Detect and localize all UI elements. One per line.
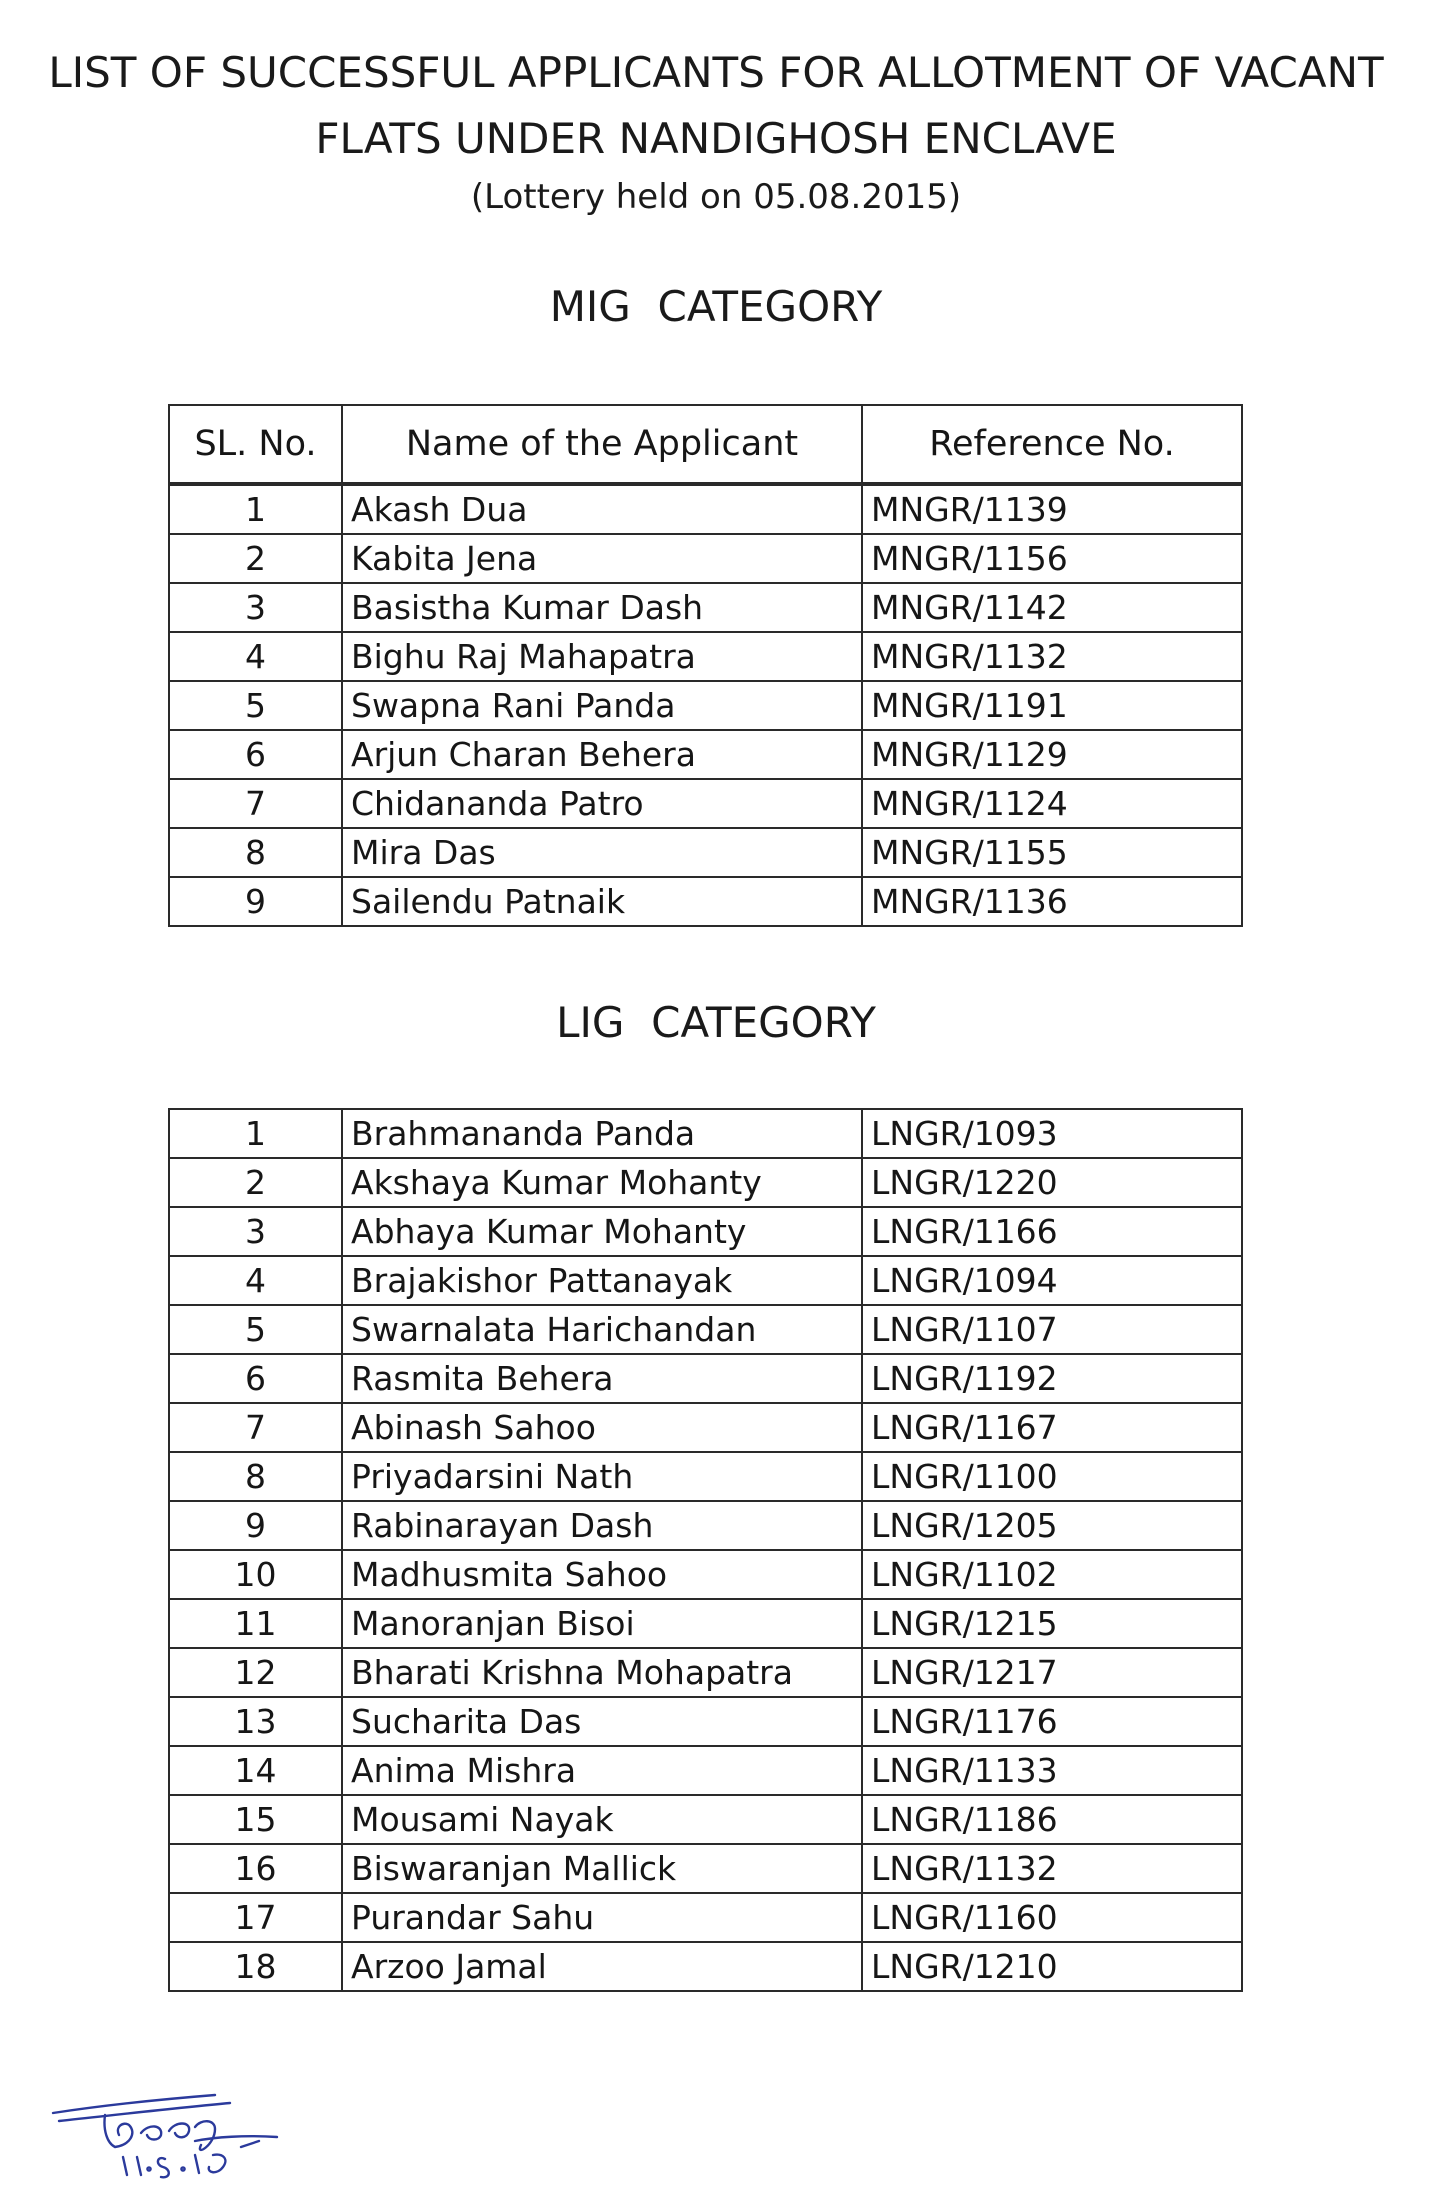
sl-no-cell: 13 [169, 1697, 342, 1746]
applicant-name-cell: Sucharita Das [342, 1697, 862, 1746]
lig-applicants-table [168, 1108, 1243, 1992]
applicant-name-cell: Brajakishor Pattanayak [342, 1256, 862, 1305]
reference-no-cell: LNGR/1176 [862, 1697, 1242, 1746]
reference-no-cell: MNGR/1136 [862, 877, 1242, 926]
reference-no-cell: MNGR/1156 [862, 534, 1242, 583]
applicant-name-cell: Priyadarsini Nath [342, 1452, 862, 1501]
sl-no-cell: 9 [169, 877, 342, 926]
table-row [169, 484, 1242, 534]
sl-no-cell: 15 [169, 1795, 342, 1844]
applicant-name-cell: Manoranjan Bisoi [342, 1599, 862, 1648]
table-row [169, 1942, 1242, 1991]
sl-no-cell: 4 [169, 1256, 342, 1305]
reference-no-cell: MNGR/1129 [862, 730, 1242, 779]
table-row [169, 632, 1242, 681]
reference-no-cell: MNGR/1139 [862, 484, 1242, 534]
sl-no-cell: 4 [169, 632, 342, 681]
applicant-name-cell: Anima Mishra [342, 1746, 862, 1795]
column-header-applicant-name: Name of the Applicant [342, 405, 862, 484]
sl-no-cell: 17 [169, 1893, 342, 1942]
applicant-name-cell: Purandar Sahu [342, 1893, 862, 1942]
reference-no-cell: MNGR/1191 [862, 681, 1242, 730]
sl-no-cell: 9 [169, 1501, 342, 1550]
table-row [169, 534, 1242, 583]
reference-no-cell: MNGR/1155 [862, 828, 1242, 877]
reference-no-cell: LNGR/1167 [862, 1403, 1242, 1452]
applicant-name-cell: Madhusmita Sahoo [342, 1550, 862, 1599]
table-row [169, 1354, 1242, 1403]
reference-no-cell: LNGR/1100 [862, 1452, 1242, 1501]
table-row [169, 1452, 1242, 1501]
table-row [169, 1746, 1242, 1795]
table-row [169, 1697, 1242, 1746]
sl-no-cell: 5 [169, 681, 342, 730]
reference-no-cell: MNGR/1124 [862, 779, 1242, 828]
applicant-name-cell: Arjun Charan Behera [342, 730, 862, 779]
sl-no-cell: 6 [169, 1354, 342, 1403]
lig-category-heading: LIG CATEGORY [556, 998, 876, 1047]
sl-no-cell: 14 [169, 1746, 342, 1795]
applicant-name-cell: Biswaranjan Mallick [342, 1844, 862, 1893]
reference-no-cell: LNGR/1132 [862, 1844, 1242, 1893]
sl-no-cell: 1 [169, 1109, 342, 1158]
applicant-name-cell: Swapna Rani Panda [342, 681, 862, 730]
reference-no-cell: MNGR/1132 [862, 632, 1242, 681]
column-header-sl-no: SL. No. [169, 405, 342, 484]
sl-no-cell: 3 [169, 1207, 342, 1256]
reference-no-cell: LNGR/1220 [862, 1158, 1242, 1207]
sl-no-cell: 12 [169, 1648, 342, 1697]
applicant-name-cell: Abhaya Kumar Mohanty [342, 1207, 862, 1256]
applicant-name-cell: Akshaya Kumar Mohanty [342, 1158, 862, 1207]
table-row [169, 730, 1242, 779]
table-row [169, 1256, 1242, 1305]
sl-no-cell: 10 [169, 1550, 342, 1599]
table-row [169, 1501, 1242, 1550]
applicant-name-cell: Rabinarayan Dash [342, 1501, 862, 1550]
reference-no-cell: LNGR/1166 [862, 1207, 1242, 1256]
reference-no-cell: LNGR/1102 [862, 1550, 1242, 1599]
reference-no-cell: LNGR/1107 [862, 1305, 1242, 1354]
applicant-name-cell: Sailendu Patnaik [342, 877, 862, 926]
applicant-name-cell: Mira Das [342, 828, 862, 877]
sl-no-cell: 18 [169, 1942, 342, 1991]
reference-no-cell: LNGR/1160 [862, 1893, 1242, 1942]
applicant-name-cell: Swarnalata Harichandan [342, 1305, 862, 1354]
applicant-name-cell: Chidananda Patro [342, 779, 862, 828]
table-row [169, 877, 1242, 926]
applicant-name-cell: Bighu Raj Mahapatra [342, 632, 862, 681]
table-row [169, 583, 1242, 632]
table-row [169, 681, 1242, 730]
applicant-name-cell: Arzoo Jamal [342, 1942, 862, 1991]
sl-no-cell: 3 [169, 583, 342, 632]
reference-no-cell: LNGR/1210 [862, 1942, 1242, 1991]
table-row [169, 1599, 1242, 1648]
table-row [169, 1109, 1242, 1158]
reference-no-cell: LNGR/1133 [862, 1746, 1242, 1795]
sl-no-cell: 7 [169, 1403, 342, 1452]
sl-no-cell: 7 [169, 779, 342, 828]
table-row [169, 1207, 1242, 1256]
applicant-name-cell: Kabita Jena [342, 534, 862, 583]
reference-no-cell: MNGR/1142 [862, 583, 1242, 632]
table-row [169, 779, 1242, 828]
table-header-row [169, 405, 1242, 484]
reference-no-cell: LNGR/1192 [862, 1354, 1242, 1403]
table-row [169, 1158, 1242, 1207]
reference-no-cell: LNGR/1186 [862, 1795, 1242, 1844]
table-row [169, 1403, 1242, 1452]
sl-no-cell: 16 [169, 1844, 342, 1893]
sl-no-cell: 8 [169, 1452, 342, 1501]
reference-no-cell: LNGR/1094 [862, 1256, 1242, 1305]
sl-no-cell: 2 [169, 1158, 342, 1207]
column-header-reference-no: Reference No. [862, 405, 1242, 484]
applicant-name-cell: Bharati Krishna Mohapatra [342, 1648, 862, 1697]
sl-no-cell: 2 [169, 534, 342, 583]
table-row [169, 1844, 1242, 1893]
sl-no-cell: 1 [169, 484, 342, 534]
applicant-name-cell: Akash Dua [342, 484, 862, 534]
table-row [169, 1795, 1242, 1844]
applicant-name-cell: Mousami Nayak [342, 1795, 862, 1844]
handwritten-signature [45, 2075, 335, 2185]
sl-no-cell: 5 [169, 1305, 342, 1354]
mig-applicants-table [168, 404, 1243, 927]
applicant-name-cell: Rasmita Behera [342, 1354, 862, 1403]
sl-no-cell: 11 [169, 1599, 342, 1648]
table-row [169, 828, 1242, 877]
applicant-name-cell: Basistha Kumar Dash [342, 583, 862, 632]
table-row [169, 1893, 1242, 1942]
mig-category-heading: MIG CATEGORY [549, 282, 883, 331]
sl-no-cell: 8 [169, 828, 342, 877]
applicant-name-cell: Brahmananda Panda [342, 1109, 862, 1158]
reference-no-cell: LNGR/1217 [862, 1648, 1242, 1697]
sl-no-cell: 6 [169, 730, 342, 779]
table-row [169, 1550, 1242, 1599]
document-title-line-1: LIST OF SUCCESSFUL APPLICANTS FOR ALLOTMENT OF VACANT [48, 48, 1384, 97]
reference-no-cell: LNGR/1205 [862, 1501, 1242, 1550]
document-title-line-2: FLATS UNDER NANDIGHOSH ENCLAVE [315, 114, 1117, 163]
table-row [169, 1305, 1242, 1354]
applicant-name-cell: Abinash Sahoo [342, 1403, 862, 1452]
reference-no-cell: LNGR/1215 [862, 1599, 1242, 1648]
lottery-date-subtitle: (Lottery held on 05.08.2015) [470, 177, 962, 217]
reference-no-cell: LNGR/1093 [862, 1109, 1242, 1158]
table-row [169, 1648, 1242, 1697]
